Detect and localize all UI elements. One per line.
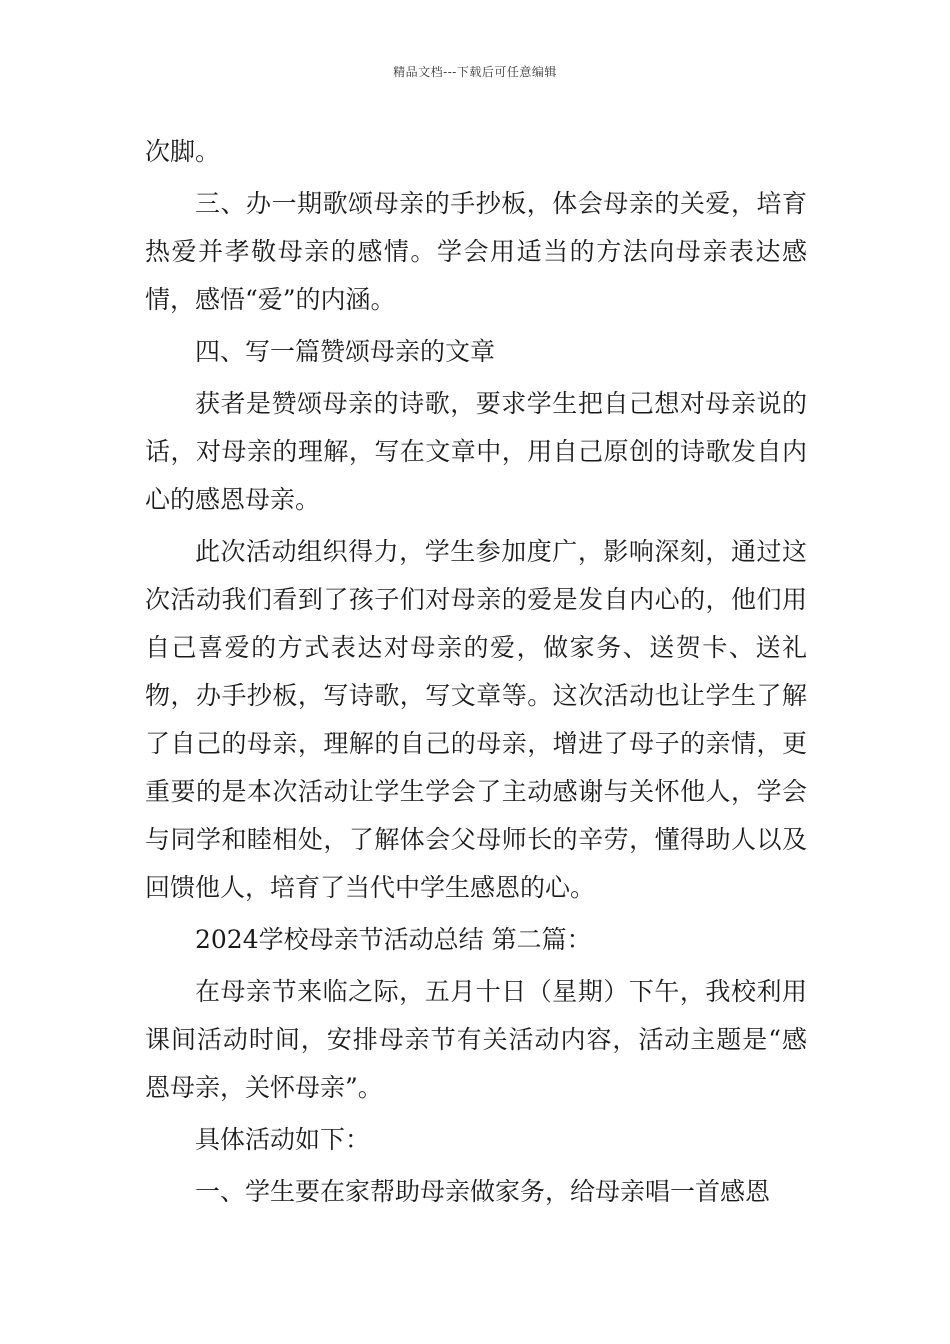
section-heading: 四、写一篇赞颂母亲的文章: [195, 337, 496, 366]
paragraph: 具体活动如下：: [195, 1125, 371, 1154]
document-body: [145, 128, 807, 1220]
paragraph: 获者是赞颂母亲的诗歌，要求学生把自己想对母亲说的话，对母亲的理解，写在文章中，用自己原创的诗歌发自内心的感恩母亲。: [145, 389, 807, 514]
paragraph: 此次活动组织得力，学生参加度广，影响深刻，通过这次活动我们看到了孩子们对母亲的爱是发自内心的，他们用自己喜爱的方式表达对母亲的爱，做家务、送贺卡、送礼物，办手抄板，写诗歌，写文章等。这次活动也让学生了解了自己的母亲，理解的自己的母亲，增进了母子的亲情，更重要的是本次活动让学生学会了主动感谢与关怀他人，学会与同学和睦相处，了解体会父母师长的辛劳，懂得助人以及回馈他人，培育了当代中学生感恩的心。: [145, 537, 807, 902]
page-header: 精品文档---下载后可任意编辑: [393, 65, 557, 79]
paragraph: 一、学生要在家帮助母亲做家务，给母亲唱一首感恩: [195, 1177, 771, 1206]
paragraph: 在母亲节来临之际，五月十日（星期）下午，我校利用课间活动时间，安排母亲节有关活动内容，活动主题是“感恩母亲，关怀母亲”。: [145, 977, 807, 1102]
section-title: 2024学校母亲节活动总结 第二篇：: [195, 925, 592, 954]
paragraph: 三、办一期歌颂母亲的手抄板，体会母亲的关爱，培育热爱并孝敬母亲的感情。学会用适当的方法向母亲表达感情，感悟“爱”的内涵。: [145, 189, 807, 314]
paragraph: 次脚。: [145, 137, 221, 166]
